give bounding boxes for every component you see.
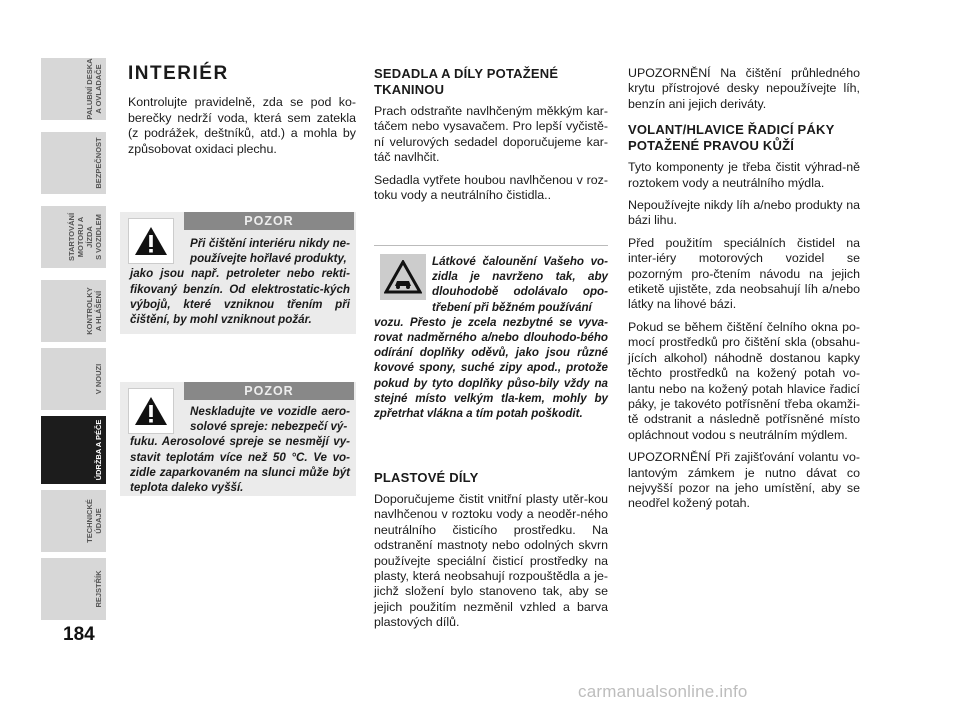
warning-header: POZOR: [184, 212, 354, 230]
seats-paragraph-1: Prach odstraňte navlhčeným měkkým kar-táčem nebo vysavačem. Pro lepší vyčistě-ní velurových sedadel doporučujeme kar-táč navlhčit.: [374, 104, 608, 165]
tab-palubni-deska[interactable]: PALUBNÍ DESKA A OVLADAČE: [41, 58, 107, 120]
warning-box-flammable: [120, 212, 356, 334]
warning-text-first: Neskladujte ve vozidle aero-solové spreje: nebezpečí vý-: [190, 405, 350, 434]
tab-rejstrik[interactable]: REJSTŘÍK: [41, 558, 107, 620]
warning-header: POZOR: [184, 382, 354, 400]
column-plastics: [374, 470, 608, 638]
seats-paragraph-2: Sedadla vytřete houbou navlhčenou v roz-toku vody a neutrálního čistidla..: [374, 172, 608, 203]
car-caution-icon: [380, 254, 426, 300]
leather-paragraph-4: Pokud se během čištění čelního okna po-mocí prostředků pro čištění skla (obsahu-jících alkohol) náhodně dostanou kapky těchto prostředků na kožený potah vo-lantu nebo na kožený potah hlavice řadicí páky, je takovéto potřísnění třeba okamži-tě odstranit a následně potřísněné místo opláchnout vodou s neutrálním mýdlem.: [628, 319, 860, 442]
note-text-first: Látkové čalounění Vašeho vo-zidla je navrženo tak, aby dlouhodobě odolávalo opo-třebení při běžném používání: [432, 255, 608, 314]
warning-text-rest: fuku. Aerosolové spreje se nesmějí vy-stavit teplotám více než 50 °C. Ve vo-zidle zaparkovaném na slunci může být teplota daleko vyšší.: [130, 435, 350, 495]
tab-bezpecnost[interactable]: BEZPEČNOST: [41, 132, 107, 194]
tab-technicke-udaje[interactable]: TECHNICKÉ ÚDAJE: [41, 490, 107, 552]
tab-kontrolky[interactable]: KONTROLKY A HLÁŠENÍ: [41, 280, 107, 342]
heading-leather: VOLANT/HLAVICE ŘADICÍ PÁKY POTAŽENÉ PRAVOU KŮŽÍ: [628, 122, 835, 154]
notice-instrument-cover: UPOZORNĚNÍ Na čištění průhledného krytu přístrojové desky nepoužívejte líh, benzín ani jejich deriváty.: [628, 66, 860, 111]
leather-paragraph-1: Tyto komponenty je třeba čistit výhrad-ně roztokem vody a neutrálního mýdla.: [628, 160, 860, 190]
column-seats: [374, 66, 608, 210]
notice-steering-lock: UPOZORNĚNÍ Při zajišťování volantu vo-lantovým zámkem je nutno dávat co nejvyšší pozor na jeho umístění, aby se neodřel kožený potah.: [628, 450, 860, 511]
tab-udrzba-a-pece[interactable]: ÚDRŽBA A PÉČE: [41, 416, 107, 484]
note-upholstery: [374, 245, 608, 421]
page-number: 184: [63, 624, 95, 645]
column-leather: [628, 66, 860, 519]
tab-v-nouzi[interactable]: V NOUZI: [41, 348, 107, 410]
heading-plastics: PLASTOVÉ DÍLY: [374, 470, 479, 485]
warning-text-first: Při čištění interiéru nikdy ne-používejte hořlavé produkty,: [190, 237, 350, 266]
leather-paragraph-3: Před použitím speciálních čistidel na inter-iéry motorových vozidel se pozorným pro-čtením návodu na jejich etiketě ujistěte, zda neobsahují líh a/nebo látky na lihové bázi.: [628, 235, 860, 312]
watermark: carmanualsonline.info: [578, 682, 748, 701]
plastics-paragraph: Doporučujeme čistit vnitřní plasty utěr-kou navlhčenou v roztoku vody a neoděr-ného neutrálního čisticího prostředku. Na odstranění mastnoty nebo odolných skvrn používejte speciální čisticí prostředky na plasty, která neobsahují rozpouštědla a je-jichž složení bylo stanoveno tak, aby se jejich použitím nezměnil vzhled a barva plastových dílů.: [374, 492, 608, 630]
note-text-rest: vozu. Přesto je zcela nezbytné se vyva-rovat nadměrného a/nebo dlouhodo-bého odírání doplňky oděvů, jako jsou různé kovové spony, suché zipy apod., protože pokud by tyto doplňky půso-bily vždy na stejné místo velkým tla-kem, mohly by zpřetrhat vlákna a tím potah poškodit.: [374, 315, 608, 421]
section-title: INTERIÉR: [128, 63, 229, 84]
warning-text-rest: jako jsou např. petroleter nebo rekti-fikovaný benzín. Od elektrostatic-kých výbojů, které vzniknou třením při čištění, by mohl vzniknout požár.: [130, 267, 350, 327]
warning-box-aerosol: [120, 382, 356, 496]
leather-paragraph-2: Nepoužívejte nikdy líh a/nebo produkty na bázi lihu.: [628, 198, 860, 228]
heading-seats: SEDADLA A DÍLY POTAŽENÉ TKANINOU: [374, 66, 559, 97]
column-interior: [128, 63, 356, 164]
tab-startovani[interactable]: STARTOVÁNÍ MOTORU A JÍZDA S VOZIDLEM: [41, 206, 107, 268]
interior-paragraph: Kontrolujte pravidelně, zda se pod ko-berečky nedrží voda, která sem zatekla (z podrážek, deštníků, atd.) a mohla by způsobovat oxidaci plechu.: [128, 95, 356, 156]
